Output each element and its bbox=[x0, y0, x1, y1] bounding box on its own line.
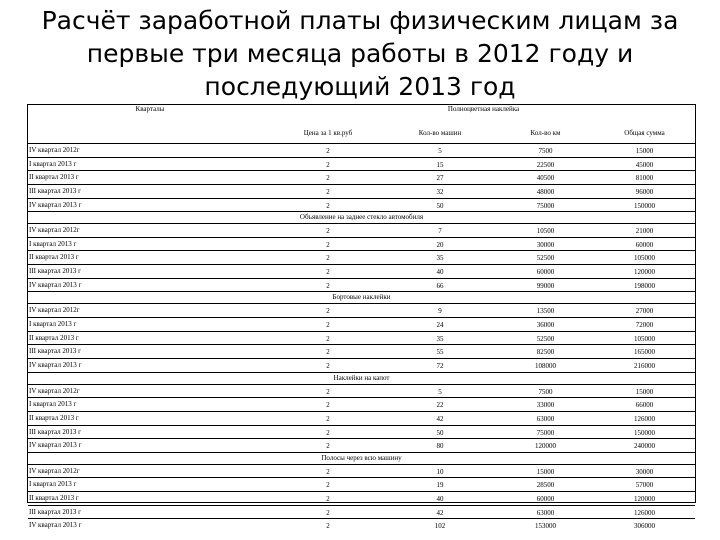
cars-cell: 72 bbox=[436, 361, 444, 370]
cars-cell: 42 bbox=[436, 414, 444, 423]
sqm-cell: 75000 bbox=[536, 428, 555, 437]
quarter-cell: III квартал 2013 г bbox=[29, 347, 82, 356]
cars-cell: 50 bbox=[436, 201, 444, 210]
cars-cell: 24 bbox=[436, 321, 444, 330]
price-cell: 2 bbox=[326, 147, 330, 155]
table-row bbox=[28, 412, 695, 426]
total-cell: 57000 bbox=[635, 481, 654, 490]
quarter-cell: I квартал 2013 г bbox=[29, 480, 77, 489]
table-row bbox=[28, 465, 695, 479]
table-row bbox=[28, 304, 695, 318]
quarter-cell: II квартал 2013 г bbox=[29, 173, 79, 182]
table-row bbox=[28, 492, 695, 506]
sqm-cell: 63000 bbox=[536, 508, 555, 517]
price-cell: 2 bbox=[326, 227, 330, 236]
cars-cell: 10 bbox=[436, 467, 444, 476]
price-cell: 2 bbox=[326, 428, 330, 437]
quarter-cell: III квартал 2013 г bbox=[29, 267, 82, 276]
total-cell: 126000 bbox=[634, 414, 655, 423]
table-row bbox=[28, 385, 695, 399]
sqm-cell: 10500 bbox=[536, 227, 555, 236]
quarter-cell: IV квартал 2012г bbox=[29, 466, 80, 475]
total-cell: 216000 bbox=[634, 361, 655, 370]
cars-cell: 9 bbox=[438, 307, 442, 316]
sqm-cell: 82500 bbox=[536, 348, 555, 357]
sqm-cell: 28500 bbox=[536, 481, 555, 490]
table-row bbox=[28, 439, 695, 453]
total-cell: 120000 bbox=[634, 495, 655, 504]
quarter-cell: I квартал 2013 г bbox=[29, 400, 77, 409]
header-quarters: Кварталы bbox=[135, 105, 165, 113]
sqm-cell: 15000 bbox=[536, 467, 555, 476]
price-cell: 2 bbox=[326, 401, 330, 410]
table-header bbox=[28, 105, 695, 144]
quarter-cell: IV квартал 2012г bbox=[29, 146, 80, 154]
title-line-2: первые три месяца работы в 2012 году и bbox=[86, 39, 634, 68]
quarter-cell: I квартал 2013 г bbox=[29, 320, 77, 329]
salary-table bbox=[27, 104, 696, 531]
cars-cell: 27 bbox=[436, 174, 444, 183]
total-cell: 150000 bbox=[634, 201, 655, 210]
sqm-cell: 22500 bbox=[536, 160, 555, 169]
cars-cell: 80 bbox=[436, 442, 444, 451]
price-cell: 2 bbox=[326, 467, 330, 476]
slide-title bbox=[0, 4, 720, 103]
cars-cell: 15 bbox=[436, 160, 444, 169]
sqm-cell: 60000 bbox=[536, 268, 555, 277]
table-row bbox=[28, 199, 695, 213]
price-cell: 2 bbox=[326, 281, 330, 290]
sqm-cell: 153000 bbox=[535, 522, 556, 531]
sqm-cell: 60000 bbox=[536, 495, 555, 504]
sqm-cell: 30000 bbox=[536, 240, 555, 249]
quarter-cell: I квартал 2013 г bbox=[29, 159, 77, 168]
quarter-cell: IV квартал 2013 г bbox=[29, 200, 82, 209]
cars-cell: 5 bbox=[438, 387, 442, 396]
cars-cell: 35 bbox=[436, 334, 444, 343]
price-cell: 2 bbox=[326, 522, 330, 531]
quarter-cell: III квартал 2013 г bbox=[29, 186, 82, 195]
quarter-cell: II квартал 2013 г bbox=[29, 333, 79, 342]
quarter-cell: IV квартал 2013 г bbox=[29, 360, 82, 369]
cars-cell: 102 bbox=[434, 522, 446, 531]
cars-cell: 22 bbox=[436, 401, 444, 410]
cars-cell: 55 bbox=[436, 348, 444, 357]
header-cars: Кол-во машин bbox=[418, 129, 462, 137]
table-body bbox=[28, 144, 695, 532]
sqm-cell: 52500 bbox=[536, 334, 555, 343]
total-cell: 45000 bbox=[635, 160, 654, 169]
total-cell: 105000 bbox=[634, 254, 655, 263]
table-row bbox=[28, 265, 695, 279]
price-cell: 2 bbox=[326, 387, 330, 396]
table-row bbox=[28, 224, 695, 238]
header-full-color-sticker: Полноцветная наклейка bbox=[447, 105, 520, 113]
total-cell: 21000 bbox=[635, 227, 654, 236]
price-cell: 2 bbox=[326, 307, 330, 316]
quarter-cell: IV квартал 2012г bbox=[29, 306, 80, 315]
price-cell: 2 bbox=[326, 442, 330, 451]
total-cell: 27000 bbox=[635, 307, 654, 316]
sqm-cell: 99000 bbox=[536, 281, 555, 290]
quarter-cell: IV квартал 2012г bbox=[29, 226, 80, 235]
total-cell: 105000 bbox=[634, 334, 655, 343]
cars-cell: 50 bbox=[436, 428, 444, 437]
sqm-cell: 40500 bbox=[536, 174, 555, 183]
section-label: Полосы через всю машину bbox=[28, 453, 695, 465]
cars-cell: 7 bbox=[438, 227, 442, 236]
quarter-cell: IV квартал 2013 г bbox=[29, 280, 82, 289]
title-line-1: Расчёт заработной платы физическим лицам за bbox=[41, 6, 679, 35]
table-row bbox=[28, 185, 695, 199]
table-row bbox=[28, 506, 695, 520]
total-cell: 165000 bbox=[634, 348, 655, 357]
total-cell: 15000 bbox=[635, 147, 654, 155]
total-cell: 72000 bbox=[635, 321, 654, 330]
price-cell: 2 bbox=[326, 321, 330, 330]
total-cell: 240000 bbox=[634, 442, 655, 451]
price-cell: 2 bbox=[326, 174, 330, 183]
price-cell: 2 bbox=[326, 240, 330, 249]
sqm-cell: 7500 bbox=[538, 387, 553, 396]
quarter-cell: IV квартал 2013 г bbox=[29, 521, 82, 530]
header-total: Общая сумма bbox=[624, 129, 665, 137]
quarter-cell: IV квартал 2012г bbox=[29, 386, 80, 395]
price-cell: 2 bbox=[326, 334, 330, 343]
cars-cell: 19 bbox=[436, 481, 444, 490]
total-cell: 126000 bbox=[634, 508, 655, 517]
table-row bbox=[28, 426, 695, 440]
sqm-cell: 108000 bbox=[535, 361, 556, 370]
sqm-cell: 13500 bbox=[536, 307, 555, 316]
quarter-cell: IV квартал 2013 г bbox=[29, 441, 82, 450]
table-row bbox=[28, 279, 695, 293]
sqm-cell: 63000 bbox=[536, 414, 555, 423]
total-cell: 198000 bbox=[634, 281, 655, 290]
quarter-cell: II квартал 2013 г bbox=[29, 413, 79, 422]
table-row bbox=[28, 398, 695, 412]
quarter-cell: III квартал 2013 г bbox=[29, 507, 82, 516]
sqm-cell: 33000 bbox=[536, 401, 555, 410]
total-cell: 81000 bbox=[635, 174, 654, 183]
quarter-cell: II квартал 2013 г bbox=[29, 253, 79, 262]
section-label: Объявление на заднее стекло автомобиля bbox=[28, 212, 695, 224]
table-row bbox=[28, 251, 695, 265]
section-label: Бортовые наклейки bbox=[28, 292, 695, 304]
table-row bbox=[28, 171, 695, 185]
price-cell: 2 bbox=[326, 201, 330, 210]
sqm-cell: 48000 bbox=[536, 187, 555, 196]
table-row bbox=[28, 519, 695, 532]
price-cell: 2 bbox=[326, 160, 330, 169]
table-row bbox=[28, 144, 695, 158]
price-cell: 2 bbox=[326, 187, 330, 196]
total-cell: 60000 bbox=[635, 240, 654, 249]
price-cell: 2 bbox=[326, 495, 330, 504]
table-row bbox=[28, 345, 695, 359]
total-cell: 96000 bbox=[635, 187, 654, 196]
price-cell: 2 bbox=[326, 361, 330, 370]
price-cell: 2 bbox=[326, 268, 330, 277]
total-cell: 15000 bbox=[635, 387, 654, 396]
price-cell: 2 bbox=[326, 508, 330, 517]
cars-cell: 20 bbox=[436, 240, 444, 249]
cars-cell: 42 bbox=[436, 508, 444, 517]
cars-cell: 40 bbox=[436, 268, 444, 277]
table-row bbox=[28, 332, 695, 346]
table-row bbox=[28, 158, 695, 172]
quarter-cell: I квартал 2013 г bbox=[29, 239, 77, 248]
sqm-cell: 7500 bbox=[538, 147, 553, 155]
price-cell: 2 bbox=[326, 254, 330, 263]
sqm-cell: 52500 bbox=[536, 254, 555, 263]
total-cell: 306000 bbox=[634, 522, 655, 531]
cars-cell: 32 bbox=[436, 187, 444, 196]
cars-cell: 35 bbox=[436, 254, 444, 263]
sqm-cell: 75000 bbox=[536, 201, 555, 210]
table-row bbox=[28, 238, 695, 252]
cars-cell: 66 bbox=[436, 281, 444, 290]
cars-cell: 40 bbox=[436, 495, 444, 504]
table-row bbox=[28, 318, 695, 332]
price-cell: 2 bbox=[326, 481, 330, 490]
total-cell: 30000 bbox=[635, 467, 654, 476]
quarter-cell: II квартал 2013 г bbox=[29, 494, 79, 503]
table-row bbox=[28, 478, 695, 492]
quarter-cell: III квартал 2013 г bbox=[29, 427, 82, 436]
title-line-3: последующий 2013 год bbox=[204, 72, 516, 101]
sqm-cell: 36000 bbox=[536, 321, 555, 330]
sqm-cell: 120000 bbox=[535, 442, 556, 451]
header-price: Цена за 1 кв.руб bbox=[303, 129, 353, 137]
section-label: Наклейки на капот bbox=[28, 373, 695, 385]
table-row bbox=[28, 359, 695, 373]
total-cell: 150000 bbox=[634, 428, 655, 437]
cars-cell: 5 bbox=[438, 147, 442, 155]
price-cell: 2 bbox=[326, 348, 330, 357]
price-cell: 2 bbox=[326, 414, 330, 423]
total-cell: 66000 bbox=[635, 401, 654, 410]
total-cell: 120000 bbox=[634, 268, 655, 277]
header-sqm: Кол-во км bbox=[530, 129, 561, 137]
